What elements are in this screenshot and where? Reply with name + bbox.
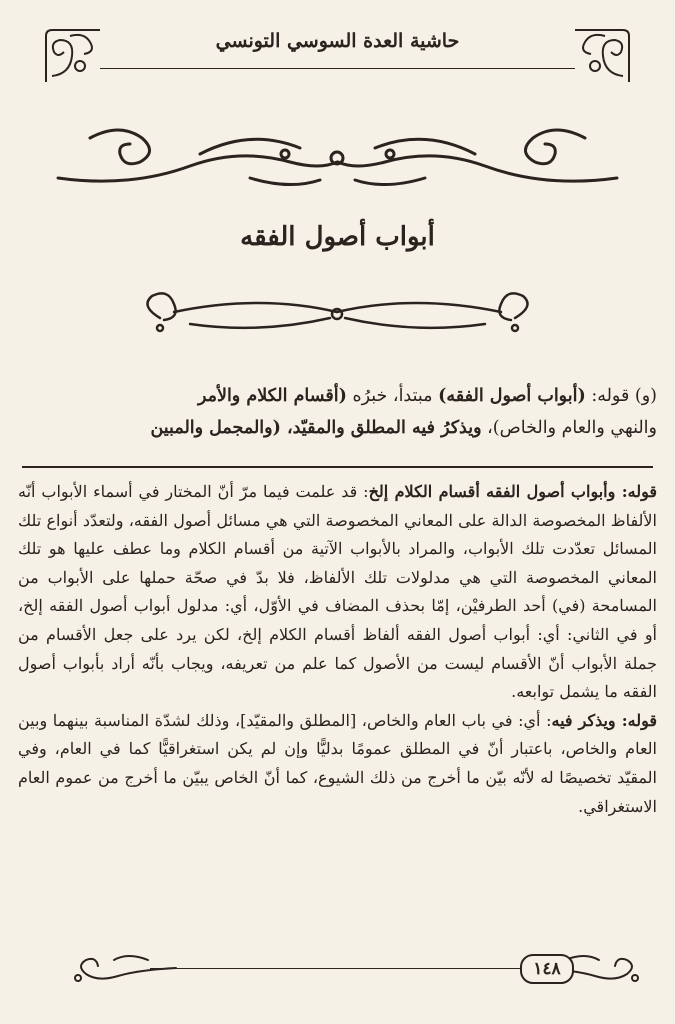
commentary-paragraph [18,478,657,707]
matn-line-1 [18,380,657,412]
matn-line1-bold2: (أقسام الكلام والأمر [197,386,347,406]
matn-line1-part: (و) قوله: [585,386,657,406]
commentary-divider [22,466,653,468]
chapter-title: أبواب أصول الفقه [240,222,435,252]
chapter-ornament-top-icon [50,118,625,198]
matn-line2-bold: ويذكرُ فيه المطلق والمقيّد، (والمجمل والمبين [150,418,482,438]
matn-line2-part: والنهي والعام والخاص)، [481,418,657,438]
chapter-ornament-bottom-icon [130,288,545,338]
commentary-quote: : وأبواب أصول الفقه أقسام الكلام إلخ [368,482,628,501]
header-rule [100,68,575,69]
commentary-body: : قد علمت فيما مرّ أنّ المختار في أسماء الأبواب أنّه الألفاظ المخصوصة الدالة على المعاني المخصوصة التي هي مسائل أصول الفقه، ولتعدّد أنواع تلك المسائل تعدّدت تلك الأبواب، والمراد بالأبواب الآتية من أقسام الكلام وما عطف عليها هو تلك المعاني المخصوصة التي هي مدلولات تلك الألفاظ، فلا بدّ في صحّة حملها على الأبواب من المسامحة (في) أحد الطرفيْن، إمّا بحذف المضاف في الأوّل، أي: مدلول أبواب أصول الفقه إلخ، أو في الثاني: أي: أبواب أصول الفقه ألفاظ أقسام الكلام إلخ، لكن يرد على جعل الأقسام من جملة الأبواب أنّ الأقسام ليست من الأصول كما علم من تعريفه، ويجاب بأنّه أراد بأبواب أصول الفقه ما يشمل توابعه. [18,482,658,702]
commentary-quote: : ويذكر فيه [551,710,628,730]
matn-text [18,380,657,444]
running-header-title: حاشية العدة السوسي التونسي [215,30,460,52]
matn-line-2 [18,412,657,444]
running-header [40,24,635,94]
commentary-text [18,478,657,821]
footer-rule [150,968,525,969]
commentary-label: قوله [627,482,658,501]
commentary-label: قوله [627,710,658,730]
commentary-body: : أي: في باب العام والخاص، [المطلق والمقيّد]، وذلك لشدّة المناسبة بينهما وبين العام والخاص، باعتبار أنّ في المطلق عمومًا بدليًّا وإن لم يكن استغراقيًّا كما في العام، وفي المقيّد تخصيصًا له لأنّه بيّن ما أخرج من ذلك الشيوع، كما أنّ الخاص يبيّن ما أخرج من عموم العام الاستغراقي. [18,710,657,816]
matn-line1-bold: (أبواب أصول الفقه) [438,386,586,406]
page-number: ١٤٨ [520,954,574,984]
commentary-paragraph [18,707,657,821]
corner-ornament-right-icon [565,26,635,86]
matn-line1-part2: مبتدأ، خبرُه [346,386,439,406]
